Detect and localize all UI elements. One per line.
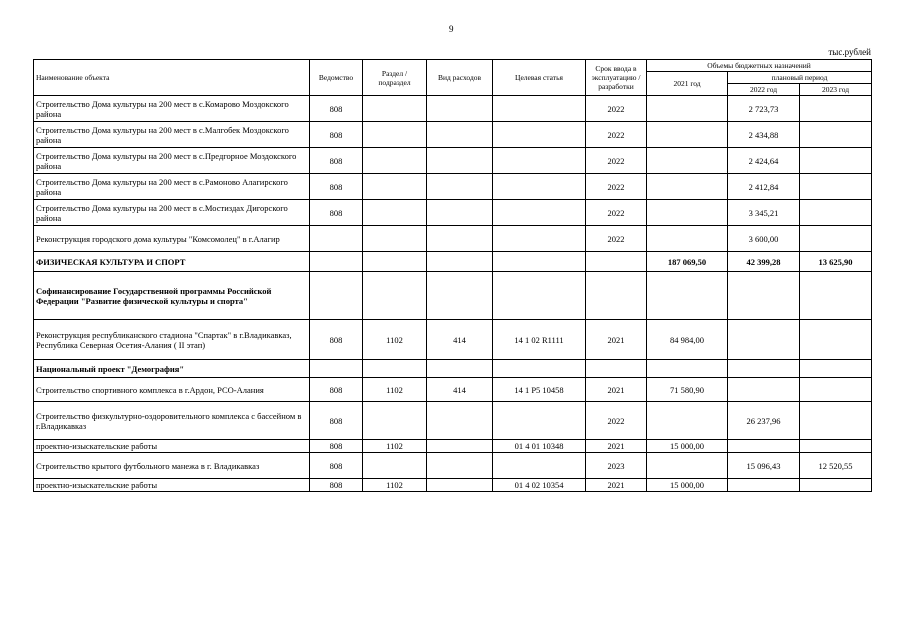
cell-name: Реконструкция городского дома культуры "Комсомолец" в г.Алагир	[34, 226, 310, 252]
cell-expense	[427, 252, 493, 272]
cell-2022	[728, 479, 800, 492]
cell-target	[493, 453, 586, 479]
cell-name: Национальный проект "Демография"	[34, 360, 310, 378]
cell-2022	[728, 320, 800, 360]
cell-dept: 808	[310, 200, 363, 226]
cell-name: Строительство Дома культуры на 200 мест в с.Предгорное Моздокского района	[34, 148, 310, 174]
cell-2021: 15 000,00	[647, 440, 728, 453]
cell-2022: 26 237,96	[728, 402, 800, 440]
cell-target: 01 4 02 10354	[493, 479, 586, 492]
cell-name: ФИЗИЧЕСКАЯ КУЛЬТУРА И СПОРТ	[34, 252, 310, 272]
cell-target	[493, 360, 586, 378]
cell-section	[363, 360, 427, 378]
cell-name: Реконструкция республиканского стадиона "Спартак" в г.Владикавказ, Республика Северная Осетия-Алания ( II этап)	[34, 320, 310, 360]
cell-dept	[310, 360, 363, 378]
cell-term	[586, 252, 647, 272]
cell-2021	[647, 174, 728, 200]
cell-term	[586, 272, 647, 320]
table-row	[34, 320, 872, 360]
cell-section: 1102	[363, 378, 427, 402]
cell-term: 2023	[586, 453, 647, 479]
cell-expense	[427, 360, 493, 378]
cell-dept: 808	[310, 320, 363, 360]
cell-section	[363, 200, 427, 226]
header-2021: 2021 год	[647, 72, 728, 96]
cell-2022	[728, 378, 800, 402]
cell-expense	[427, 272, 493, 320]
header-name: Наименование объекта	[34, 60, 310, 96]
cell-2023	[800, 402, 872, 440]
cell-section	[363, 174, 427, 200]
cell-section	[363, 122, 427, 148]
cell-expense	[427, 122, 493, 148]
cell-term: 2022	[586, 402, 647, 440]
table-row	[34, 272, 872, 320]
table-row	[34, 378, 872, 402]
cell-target	[493, 174, 586, 200]
cell-section	[363, 226, 427, 252]
cell-2023	[800, 200, 872, 226]
table-row	[34, 453, 872, 479]
cell-2022: 15 096,43	[728, 453, 800, 479]
budget-table	[33, 59, 872, 492]
cell-2023	[800, 174, 872, 200]
table-row	[34, 122, 872, 148]
cell-section: 1102	[363, 479, 427, 492]
cell-expense: 414	[427, 378, 493, 402]
cell-section	[363, 402, 427, 440]
cell-target	[493, 402, 586, 440]
cell-2021: 84 984,00	[647, 320, 728, 360]
cell-2023	[800, 360, 872, 378]
cell-2022: 2 412,84	[728, 174, 800, 200]
table-row	[34, 360, 872, 378]
cell-term: 2022	[586, 174, 647, 200]
table-row	[34, 252, 872, 272]
cell-2022: 2 723,73	[728, 96, 800, 122]
cell-2021	[647, 96, 728, 122]
cell-2023: 12 520,55	[800, 453, 872, 479]
cell-2021	[647, 148, 728, 174]
cell-dept: 808	[310, 96, 363, 122]
cell-term: 2022	[586, 122, 647, 148]
cell-target	[493, 226, 586, 252]
cell-expense	[427, 402, 493, 440]
cell-dept: 808	[310, 148, 363, 174]
cell-name: Софинансирование Государственной программы Российской Федерации "Развитие физической культуры и спорта"	[34, 272, 310, 320]
header-volumes: Объемы бюджетных назначений	[647, 60, 872, 72]
cell-expense	[427, 148, 493, 174]
cell-dept: 808	[310, 122, 363, 148]
cell-expense	[427, 440, 493, 453]
cell-target	[493, 272, 586, 320]
cell-2022: 42 399,28	[728, 252, 800, 272]
table-body	[34, 96, 872, 492]
cell-dept: 808	[310, 440, 363, 453]
cell-2021	[647, 453, 728, 479]
cell-2023	[800, 96, 872, 122]
cell-target	[493, 252, 586, 272]
cell-name: проектно-изыскательские работы	[34, 440, 310, 453]
cell-target: 14 1 P5 10458	[493, 378, 586, 402]
table-header	[34, 60, 872, 96]
cell-2022	[728, 360, 800, 378]
cell-2021	[647, 122, 728, 148]
cell-2023	[800, 378, 872, 402]
cell-2021	[647, 360, 728, 378]
header-dept: Ведомство	[310, 60, 363, 96]
cell-target	[493, 148, 586, 174]
cell-section	[363, 453, 427, 479]
cell-term: 2022	[586, 96, 647, 122]
cell-2022: 3 345,21	[728, 200, 800, 226]
cell-name: Строительство Дома культуры на 200 мест в с.Рамоново Алагирского района	[34, 174, 310, 200]
cell-dept	[310, 272, 363, 320]
cell-section	[363, 252, 427, 272]
cell-2022: 2 424,64	[728, 148, 800, 174]
cell-2023	[800, 148, 872, 174]
cell-2021	[647, 402, 728, 440]
cell-2023	[800, 122, 872, 148]
cell-term: 2021	[586, 320, 647, 360]
cell-term: 2021	[586, 440, 647, 453]
cell-expense	[427, 479, 493, 492]
table-row	[34, 148, 872, 174]
cell-expense	[427, 226, 493, 252]
cell-target	[493, 200, 586, 226]
header-2023: 2023 год	[800, 84, 872, 96]
cell-expense: 414	[427, 320, 493, 360]
cell-dept: 808	[310, 453, 363, 479]
cell-dept: 808	[310, 378, 363, 402]
cell-2021: 71 580,90	[647, 378, 728, 402]
cell-term: 2022	[586, 148, 647, 174]
cell-2021: 15 000,00	[647, 479, 728, 492]
cell-2023: 13 625,90	[800, 252, 872, 272]
cell-2021: 187 069,50	[647, 252, 728, 272]
cell-name: Строительство физкультурно-оздоровительного комплекса с бассейном в г.Владикавказ	[34, 402, 310, 440]
cell-2023	[800, 320, 872, 360]
cell-section	[363, 96, 427, 122]
table-row	[34, 200, 872, 226]
cell-term: 2021	[586, 479, 647, 492]
cell-2023	[800, 272, 872, 320]
cell-expense	[427, 200, 493, 226]
cell-2023	[800, 479, 872, 492]
table-row	[34, 174, 872, 200]
page-number: 9	[449, 24, 454, 34]
cell-expense	[427, 96, 493, 122]
cell-dept	[310, 252, 363, 272]
cell-name: Строительство спортивного комплекса в г.Ардон, РСО-Алания	[34, 378, 310, 402]
header-target: Целевая статья	[493, 60, 586, 96]
header-2022: 2022 год	[728, 84, 800, 96]
cell-name: Строительство Дома культуры на 200 мест в с.Комарово Моздокского района	[34, 96, 310, 122]
cell-target: 01 4 01 10348	[493, 440, 586, 453]
cell-target	[493, 96, 586, 122]
cell-dept: 808	[310, 402, 363, 440]
cell-section: 1102	[363, 440, 427, 453]
table-row	[34, 226, 872, 252]
units-label: тыс.рублей	[828, 47, 871, 57]
header-plan: плановый период	[728, 72, 872, 84]
cell-name: Строительство Дома культуры на 200 мест в с.Мостиздах Дигорского района	[34, 200, 310, 226]
cell-2022: 3 600,00	[728, 226, 800, 252]
cell-name: Строительство крытого футбольного манежа в г. Владикавказ	[34, 453, 310, 479]
cell-2021	[647, 272, 728, 320]
cell-section	[363, 272, 427, 320]
table-row	[34, 96, 872, 122]
cell-dept	[310, 226, 363, 252]
cell-dept: 808	[310, 479, 363, 492]
cell-term: 2022	[586, 200, 647, 226]
cell-2023	[800, 440, 872, 453]
cell-2021	[647, 200, 728, 226]
cell-dept: 808	[310, 174, 363, 200]
table-row	[34, 479, 872, 492]
header-term: Срок ввода в эксплуатацию / разработки	[586, 60, 647, 96]
cell-section	[363, 148, 427, 174]
header-expense: Вид расходов	[427, 60, 493, 96]
cell-section: 1102	[363, 320, 427, 360]
table-row	[34, 402, 872, 440]
cell-2022: 2 434,88	[728, 122, 800, 148]
cell-2022	[728, 440, 800, 453]
cell-2022	[728, 272, 800, 320]
cell-expense	[427, 174, 493, 200]
cell-expense	[427, 453, 493, 479]
cell-term	[586, 360, 647, 378]
cell-term: 2021	[586, 378, 647, 402]
header-section: Раздел / подраздел	[363, 60, 427, 96]
cell-term: 2022	[586, 226, 647, 252]
cell-2021	[647, 226, 728, 252]
cell-name: проектно-изыскательские работы	[34, 479, 310, 492]
table-row	[34, 440, 872, 453]
cell-target: 14 1 02 R1111	[493, 320, 586, 360]
cell-target	[493, 122, 586, 148]
cell-2023	[800, 226, 872, 252]
cell-name: Строительство Дома культуры на 200 мест в с.Малгобек Моздокского района	[34, 122, 310, 148]
